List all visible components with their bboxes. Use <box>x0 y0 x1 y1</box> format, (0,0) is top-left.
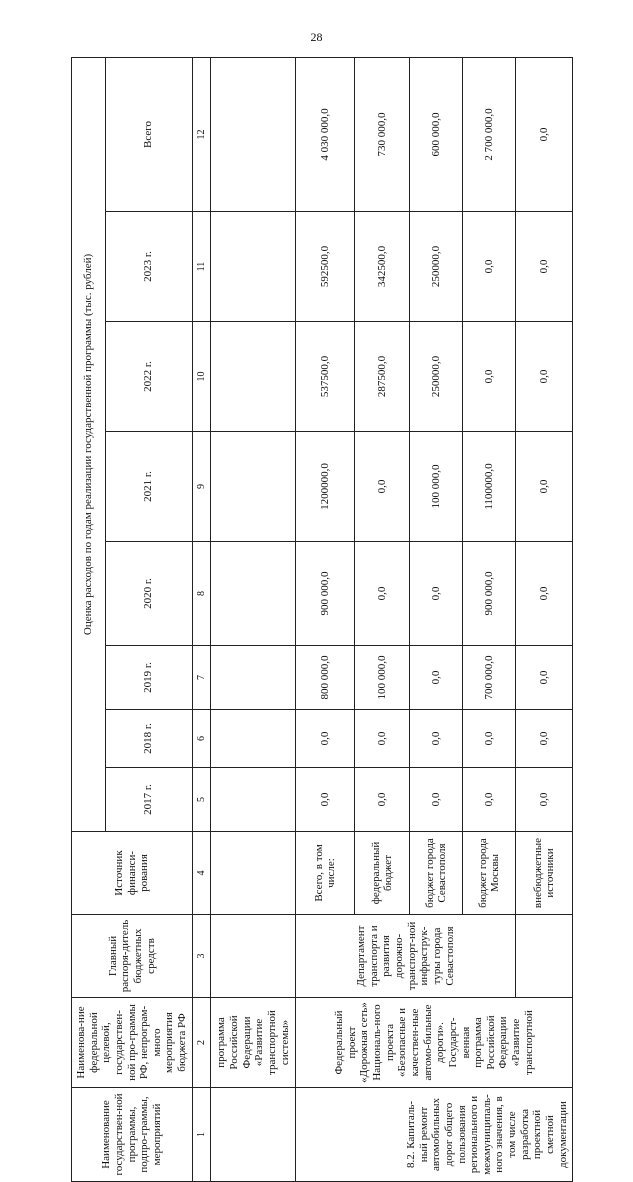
col-number: 6 <box>192 710 211 768</box>
col-number: 9 <box>192 432 211 542</box>
value-cell: 0,0 <box>355 432 410 542</box>
value-cell: 287500,0 <box>355 322 410 432</box>
value-cell: 0,0 <box>463 212 516 322</box>
value-cell: 0,0 <box>463 322 516 432</box>
value-cell: 0,0 <box>463 768 516 832</box>
item-budget-manager: Департамент транспорта и развития дорожно-транспорт-ной инфраструк-туры города Севастополя <box>296 915 516 998</box>
value-cell: 0,0 <box>516 710 573 768</box>
col-number: 4 <box>192 832 211 915</box>
continuation-empty <box>211 432 296 542</box>
value-cell: 592500,0 <box>296 212 355 322</box>
continuation-empty <box>211 1088 296 1182</box>
continuation-empty <box>211 542 296 646</box>
continuation-row <box>211 57 296 1181</box>
funding-source: бюджет города Москвы <box>463 832 516 915</box>
page-number: 28 <box>310 30 323 44</box>
value-cell: 342500,0 <box>355 212 410 322</box>
continuation-empty <box>211 57 296 211</box>
continuation-empty <box>211 915 296 998</box>
col-number: 8 <box>192 542 211 646</box>
header-year-2020: 2020 г. <box>105 542 192 646</box>
value-cell: 900 000,0 <box>463 542 516 646</box>
col-number: 10 <box>192 322 211 432</box>
col-number: 2 <box>192 998 211 1088</box>
continuation-empty <box>211 646 296 710</box>
value-cell: 0,0 <box>355 710 410 768</box>
value-cell: 0,0 <box>355 542 410 646</box>
value-cell: 600 000,0 <box>410 57 463 211</box>
value-cell: 730 000,0 <box>355 57 410 211</box>
budget-table <box>71 57 573 1182</box>
value-cell: 4 030 000,0 <box>296 57 355 211</box>
value-cell: 0,0 <box>410 710 463 768</box>
value-cell: 700 000,0 <box>463 646 516 710</box>
header-year-2017: 2017 г. <box>105 768 192 832</box>
value-cell: 250000,0 <box>410 212 463 322</box>
continuation-empty <box>211 832 296 915</box>
continuation-empty <box>211 322 296 432</box>
value-cell: 0,0 <box>516 57 573 211</box>
header-expense-estimate: Оценка расходов по годам реализации государственной программы (тыс. рублей) <box>72 57 106 831</box>
table-row-total <box>296 57 355 1181</box>
header-year-2018: 2018 г. <box>105 710 192 768</box>
col-number: 12 <box>192 57 211 211</box>
value-cell: 0,0 <box>516 322 573 432</box>
continuation-empty <box>211 768 296 832</box>
value-cell: 100 000,0 <box>410 432 463 542</box>
value-cell: 0,0 <box>410 646 463 710</box>
value-cell: 0,0 <box>355 768 410 832</box>
value-cell: 100 000,0 <box>355 646 410 710</box>
header-year-2023: 2023 г. <box>105 212 192 322</box>
header-year-2021: 2021 г. <box>105 432 192 542</box>
header-year-2022: 2022 г. <box>105 322 192 432</box>
value-cell: 1100000,0 <box>463 432 516 542</box>
value-cell: 0,0 <box>410 768 463 832</box>
continuation-empty <box>211 710 296 768</box>
value-cell: 537500,0 <box>296 322 355 432</box>
funding-source: Всего, в том числе: <box>296 832 355 915</box>
value-cell: 250000,0 <box>410 322 463 432</box>
header-federal-program: Наименова-ние федеральной целевой, государствен-ной про-граммы РФ, непрограм-много мероприятия бюджета РФ <box>72 998 193 1088</box>
value-cell: 0,0 <box>410 542 463 646</box>
value-cell: 2 700 000,0 <box>463 57 516 211</box>
empty-cell <box>516 915 573 998</box>
funding-source: внебюджетные источники <box>516 832 573 915</box>
value-cell: 0,0 <box>296 710 355 768</box>
value-cell: 0,0 <box>516 212 573 322</box>
value-cell: 0,0 <box>516 432 573 542</box>
value-cell: 0,0 <box>516 542 573 646</box>
value-cell: 0,0 <box>516 646 573 710</box>
col-number: 11 <box>192 212 211 322</box>
value-cell: 800 000,0 <box>296 646 355 710</box>
header-year-2019: 2019 г. <box>105 646 192 710</box>
header-row-top <box>72 57 106 1181</box>
header-funding-source: Источник финанси-рования <box>72 832 193 915</box>
column-number-row <box>192 57 211 1181</box>
continuation-empty <box>211 212 296 322</box>
funding-source: федеральный бюджет <box>355 832 410 915</box>
item-federal-project: Федеральный проект «Дорожная сеть» Националь-ного проекта «Безопасные и качествен-ные автомо-бильные дороги». Государст-венная программа Российской Федерации «Развитие транспортной <box>296 998 573 1088</box>
value-cell: 900 000,0 <box>296 542 355 646</box>
header-budget-manager: Главный распоря-дитель бюджетных средств <box>72 915 193 998</box>
col-number: 3 <box>192 915 211 998</box>
continuation-program-text: программа Российской Федерации «Развитие транспортной системы» <box>211 998 296 1088</box>
header-total: Всего <box>105 57 192 211</box>
value-cell: 0,0 <box>516 768 573 832</box>
col-number: 1 <box>192 1088 211 1182</box>
col-number: 7 <box>192 646 211 710</box>
value-cell: 1200000,0 <box>296 432 355 542</box>
col-number: 5 <box>192 768 211 832</box>
value-cell: 0,0 <box>463 710 516 768</box>
item-title: 8.2. Капиталь-ный ремонт автомобильных дорог общего пользования регионального и межмуниципаль-ного значения, в том числе разработка проектной сметной документации <box>296 1088 573 1182</box>
header-program-name: Наименование государствен-ной программы, подпро-граммы, мероприятий <box>72 1088 193 1182</box>
funding-source: бюджет города Севастополя <box>410 832 463 915</box>
value-cell: 0,0 <box>296 768 355 832</box>
